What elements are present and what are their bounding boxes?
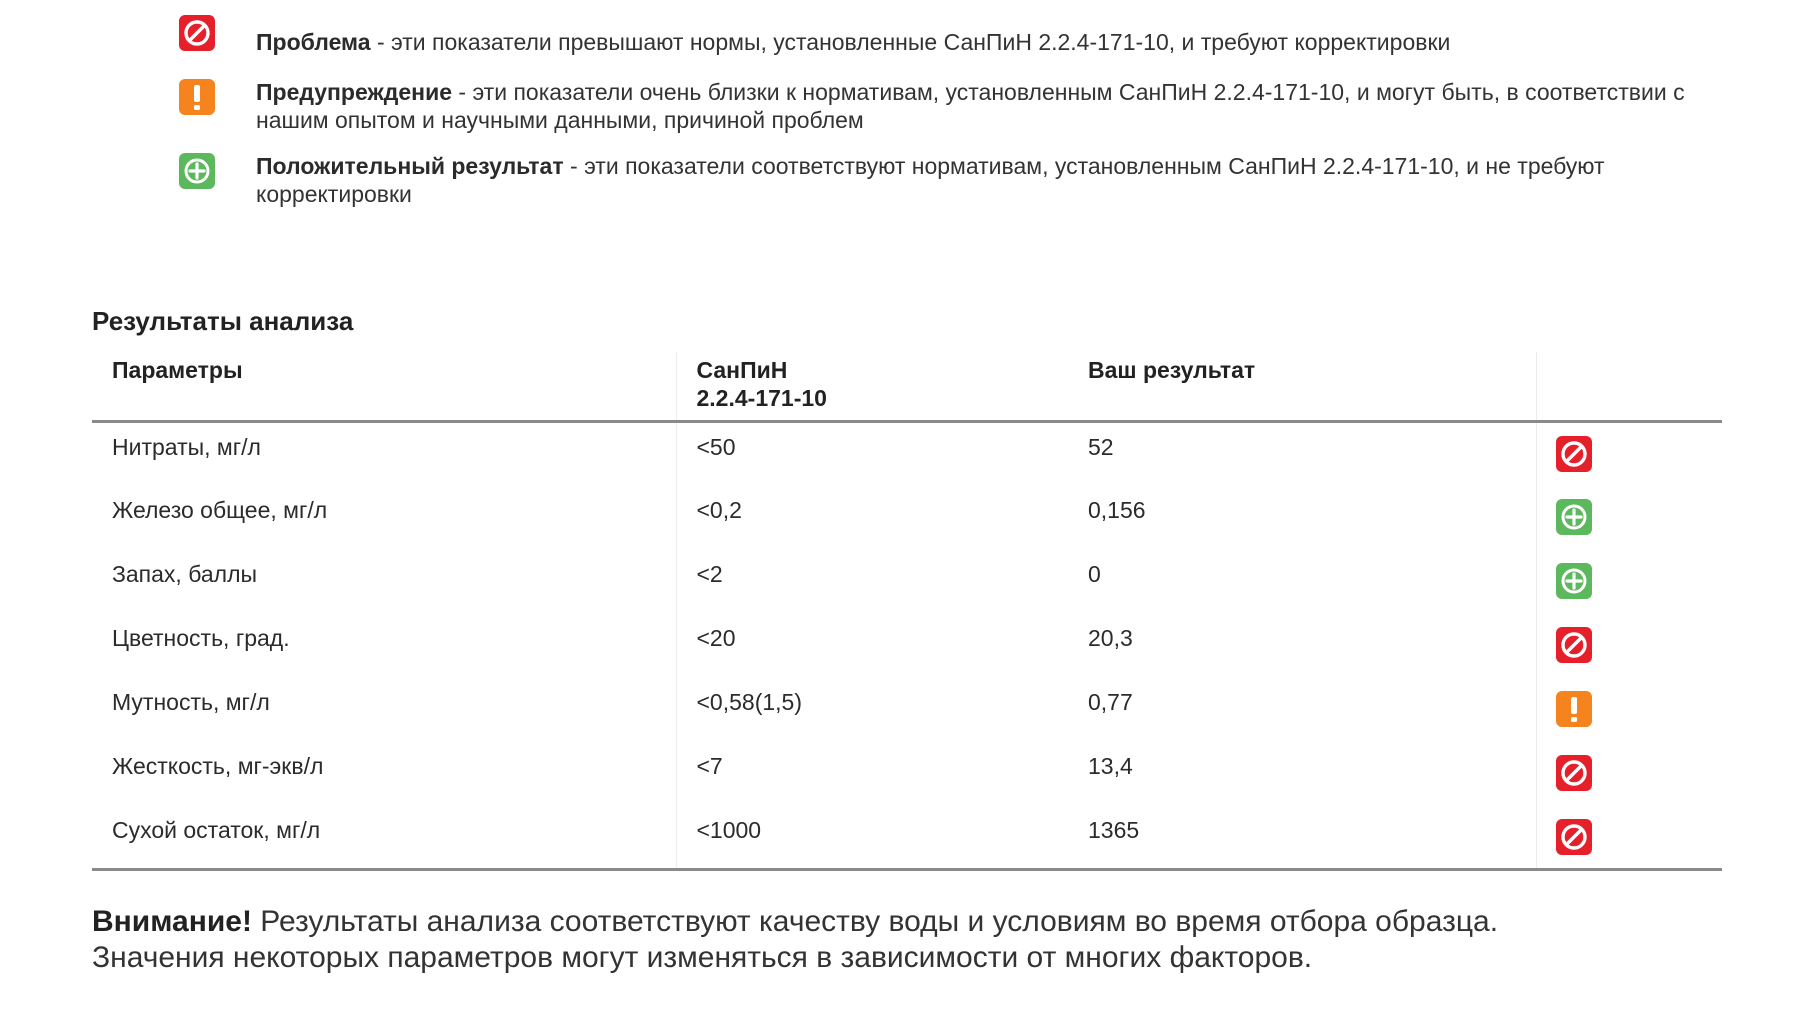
- parameter-cell: Жесткость, мг-экв/л: [92, 742, 676, 806]
- legend-warning-text: [256, 78, 1696, 134]
- norm-cell: <0,2: [696, 496, 742, 523]
- result-cell: 1365: [1068, 806, 1536, 870]
- column-header-status: [1536, 352, 1722, 422]
- notice-line1: Результаты анализа соответствуют качеству воды и условиям во время отбора образца.: [251, 905, 1499, 938]
- notice-line2: Значения некоторых параметров могут изменяться в зависимости от многих факторов.: [92, 941, 1313, 974]
- result-cell: 52: [1068, 422, 1536, 486]
- header-row: [92, 352, 1722, 422]
- norm-cell: <7: [696, 752, 723, 779]
- legend-problem-text: [256, 28, 1696, 56]
- no-entry-icon: [1555, 626, 1593, 664]
- section-title: Результаты анализа: [92, 306, 354, 336]
- parameter-cell: Нитраты, мг/л: [92, 422, 676, 486]
- legend-positive-title: Положительный результат: [256, 153, 564, 179]
- parameter-cell: Цветность, град.: [92, 614, 676, 678]
- exclamation-icon: [1555, 690, 1593, 728]
- exclamation-icon: [178, 78, 216, 116]
- result-cell: 13,4: [1068, 742, 1536, 806]
- no-entry-icon: [1555, 754, 1593, 792]
- column-header-result: Ваш результат: [1068, 352, 1536, 422]
- table-row: [92, 422, 1722, 486]
- plus-circle-icon: [178, 152, 216, 190]
- table-row: [92, 486, 1722, 550]
- table-row: [92, 614, 1722, 678]
- parameter-cell: Железо общее, мг/л: [92, 486, 676, 550]
- parameter-cell: Запах, баллы: [92, 550, 676, 614]
- result-cell: 0,77: [1068, 678, 1536, 742]
- status-cell: [1536, 422, 1722, 486]
- column-header-sanpin: [676, 352, 1068, 422]
- norm-cell: <2: [696, 560, 723, 587]
- norm-cell: <1000: [676, 806, 1068, 870]
- status-cell: [1536, 486, 1722, 550]
- plus-circle-icon: [1555, 498, 1593, 536]
- legend-positive-description: - эти показатели соответствуют нормативам, установленным СанПиН 2.2.4-171-10, и не требуют корректировки: [256, 153, 1605, 207]
- result-cell: 0: [1068, 550, 1536, 614]
- notice-title: Внимание!: [92, 905, 252, 938]
- norm-cell: <20: [696, 624, 736, 651]
- status-cell: [1536, 742, 1722, 806]
- status-cell: [1536, 678, 1722, 742]
- column-header-sanpin-line1: СанПиН: [696, 357, 788, 383]
- results-table: [92, 352, 1722, 871]
- attention-notice: [92, 904, 1732, 976]
- norm-cell: <0,58(1,5): [696, 688, 802, 715]
- column-header-sanpin-line2: 2.2.4-171-10: [696, 385, 827, 411]
- status-cell: [1536, 614, 1722, 678]
- legend-positive-text: [256, 152, 1696, 208]
- results-table-body: [92, 422, 1722, 870]
- no-entry-icon: [1555, 818, 1593, 856]
- result-cell: 20,3: [1068, 614, 1536, 678]
- status-cell: [1536, 550, 1722, 614]
- table-row: [92, 742, 1722, 806]
- no-entry-icon: [1555, 435, 1593, 473]
- table-row: [92, 806, 1722, 870]
- table-row: [92, 678, 1722, 742]
- no-entry-icon: [178, 14, 216, 52]
- legend-warning-description: - эти показатели очень близки к нормативам, установленным СанПиН 2.2.4-171-10, и могут быть, в соответствии с нашим опытом и научными данными, причиной проблем: [256, 79, 1685, 133]
- table-row: [92, 550, 1722, 614]
- norm-cell: <50: [696, 434, 736, 460]
- result-cell: 0,156: [1068, 486, 1536, 550]
- results-table-header: [92, 352, 1722, 422]
- parameter-cell: Мутность, мг/л: [92, 678, 676, 742]
- legend-warning-title: Предупреждение: [256, 79, 452, 105]
- parameter-cell: Сухой остаток, мг/л: [92, 806, 676, 870]
- legend-problem-description: - эти показатели превышают нормы, установленные СанПиН 2.2.4-171-10, и требуют корректировки: [370, 29, 1451, 55]
- column-header-parameters: Параметры: [92, 352, 676, 422]
- plus-circle-icon: [1555, 562, 1593, 600]
- status-cell: [1536, 806, 1722, 870]
- legend-problem-title: Проблема: [256, 29, 371, 55]
